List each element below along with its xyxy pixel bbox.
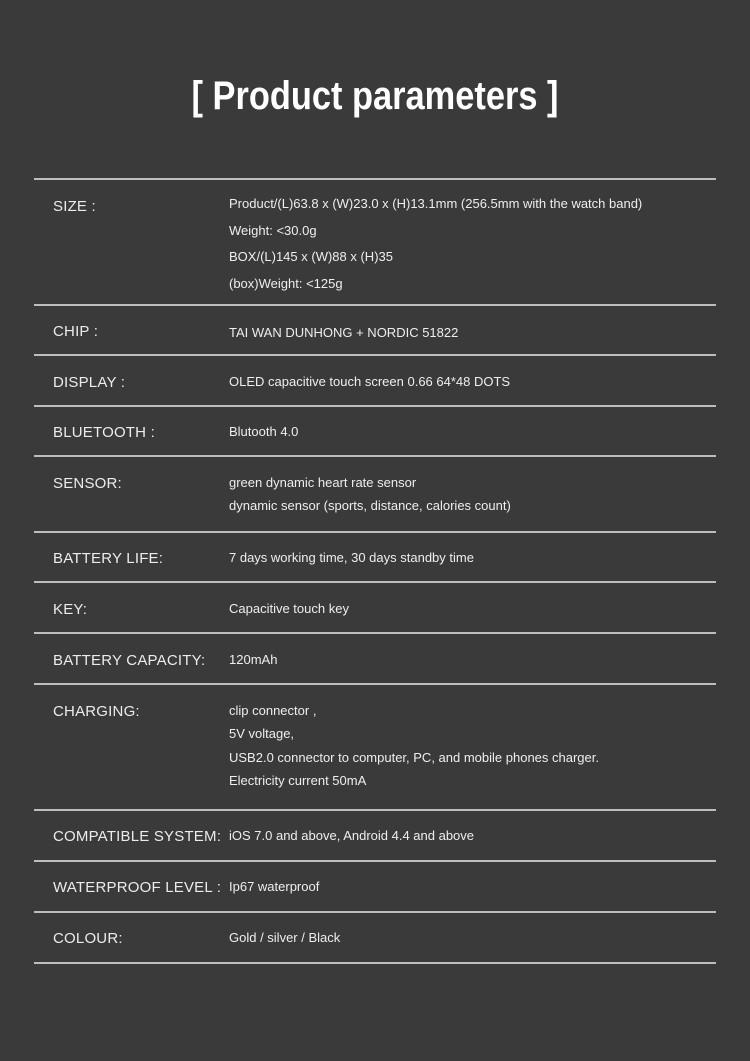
row-display [34,356,716,407]
row-label: WATERPROOF LEVEL : [53,879,222,896]
row-waterproof-level [34,862,716,913]
row-battery-capacity [34,634,716,685]
row-label: DISPLAY : [53,374,126,391]
row-value-line: Weight: <30.0g [229,222,317,238]
row-values [229,475,716,522]
row-value-line: Capacitive touch key [229,601,349,616]
row-label: COLOUR: [53,930,123,947]
row-values [229,196,716,302]
row-value-line: dynamic sensor (sports, distance, calories count) [229,498,511,514]
row-label: COMPATIBLE SYSTEM: [53,828,222,845]
row-value-line: Blutooth 4.0 [229,424,299,439]
row-label: CHARGING: [53,703,140,720]
row-battery-life [34,533,716,583]
row-charging [34,685,716,811]
row-value-line: green dynamic heart rate sensor [229,475,417,490]
row-value-line: iOS 7.0 and above, Android 4.4 and above [229,828,475,843]
row-value-line: OLED capacitive touch screen 0.66 64*48 DOTS [229,374,511,389]
row-value-line: clip connector , [229,703,317,718]
row-label: SENSOR: [53,475,122,492]
row-values [229,550,716,577]
row-label: BATTERY LIFE: [53,550,164,567]
row-value-line: Product/(L)63.8 x (W)23.0 x (H)13.1mm (256.5mm with the watch band) [229,196,643,211]
row-colour [34,913,716,964]
row-chip [34,306,716,356]
row-label: CHIP : [53,323,99,340]
row-value-line: TAI WAN DUNHONG + NORDIC 51822 [229,325,459,340]
row-size [34,180,716,306]
row-values [229,424,716,451]
row-value-line: Electricity current 50mA [229,772,367,788]
row-value-line: 5V voltage, [229,726,295,742]
row-values [229,879,716,906]
row-label: BATTERY CAPACITY: [53,652,206,669]
row-values [229,703,716,796]
row-values [229,930,716,957]
row-value-line: Ip67 waterproof [229,879,320,894]
row-values [229,325,716,352]
row-compatible-system [34,811,716,862]
row-value-line: (box)Weight: <125g [229,275,343,291]
row-value-line: USB2.0 connector to computer, PC, and mobile phones charger. [229,749,599,765]
row-label: KEY: [53,601,88,618]
row-key [34,583,716,634]
row-value-line: 120mAh [229,652,278,667]
row-values [229,652,716,679]
row-bluetooth [34,407,716,457]
row-values [229,374,716,401]
row-value-line: BOX/(L)145 x (W)88 x (H)35 [229,249,393,264]
parameters-table [34,178,716,964]
row-value-line: Gold / silver / Black [229,930,341,945]
row-value-line: 7 days working time, 30 days standby time [229,550,474,565]
row-label: SIZE : [53,198,96,215]
row-label: BLUETOOTH : [53,424,155,441]
row-values [229,601,716,628]
row-values [229,828,716,855]
page-title: [ Product parameters ] [191,74,559,118]
row-sensor [34,457,716,533]
